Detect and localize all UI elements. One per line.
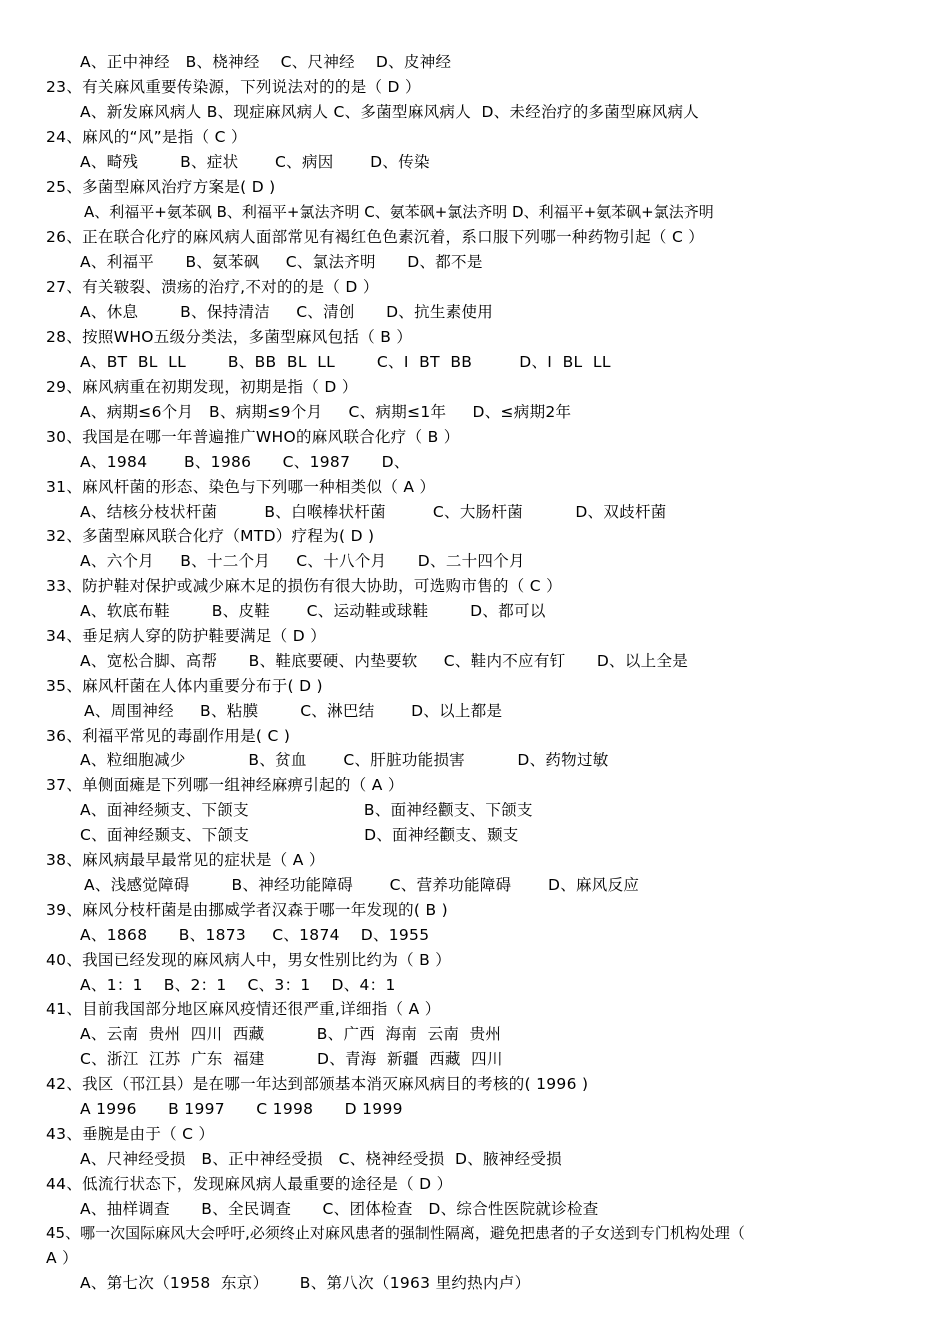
question-line: 30、我国是在哪一年普遍推广WHO的麻风联合化疗（ B ） — [46, 428, 460, 446]
option-line: A、面神经频支、下颌支 B、面神经颧支、下颌支 — [80, 801, 533, 819]
option-line: A、1868 B、1873 C、1874 D、1955 — [80, 926, 430, 944]
question-line: 36、利福平常见的毒副作用是( C ) — [46, 727, 291, 745]
option-line: A、软底布鞋 B、皮鞋 C、运动鞋或球鞋 D、都可以 — [80, 602, 546, 620]
question-line: 45、哪一次国际麻风大会呼吁,必须终止对麻风患者的强制性隔离，避免把患者的子女送到专门机构处理（ — [46, 1224, 745, 1242]
option-line: A、抽样调查 B、全民调查 C、团体检查 D、综合性医院就诊检查 — [80, 1200, 599, 1218]
option-line: A、新发麻风病人 B、现症麻风病人 C、多菌型麻风病人 D、未经治疗的多菌型麻风病人 — [80, 103, 700, 121]
question-line: 24、麻风的“风”是指（ C ） — [46, 128, 247, 146]
question-line: 37、单侧面瘫是下列哪一组神经麻痹引起的（ A ） — [46, 776, 404, 794]
question-line: 44、低流行状态下，发现麻风病人最重要的途径是（ D ） — [46, 1175, 453, 1193]
option-line: A、利福平 B、氨苯砜 C、氯法齐明 D、都不是 — [80, 253, 483, 271]
option-line: A、六个月 B、十二个月 C、十八个月 D、二十四个月 — [80, 552, 525, 570]
question-line: 39、麻风分枝杆菌是由挪威学者汉森于哪一年发现的( B ) — [46, 901, 449, 919]
option-line: A、1984 B、1986 C、1987 D、 — [80, 453, 410, 471]
question-line: 27、有关皲裂、溃疡的治疗,不对的的是（ D ） — [46, 278, 379, 296]
question-line: 28、按照WHO五级分类法，多菌型麻风包括（ B ） — [46, 328, 413, 346]
option-line: A、周围神经 B、粘膜 C、淋巴结 D、以上都是 — [84, 702, 503, 720]
option-line: A、利福平+氨苯砜 B、利福平+氯法齐明 C、氨苯砜+氯法齐明 D、利福平+氨苯砜+氯法齐明 — [84, 203, 714, 221]
question-line: 35、麻风杆菌在人体内重要分布于( D ) — [46, 677, 323, 695]
question-line: 26、正在联合化疗的麻风病人面部常见有褐红色色素沉着，系口服下列哪一种药物引起（ C ） — [46, 228, 705, 246]
option-line: C、面神经颞支、下颌支 D、面神经颧支、颞支 — [80, 826, 519, 844]
question-line: 29、麻风病重在初期发现，初期是指（ D ） — [46, 378, 358, 396]
question-line: 38、麻风病最早最常见的症状是（ A ） — [46, 851, 325, 869]
option-line: A、1：1 B、2：1 C、3：1 D、4：1 — [80, 976, 396, 994]
question-line: 25、多菌型麻风治疗方案是( D ) — [46, 178, 276, 196]
question-line: 40、我国已经发现的麻风病人中，男女性别比约为（ B ） — [46, 951, 452, 969]
question-line: 23、有关麻风重要传染源，下列说法对的的是（ D ） — [46, 78, 421, 96]
option-line: A、第七次（1958 东京） B、第八次（1963 里约热内卢） — [80, 1274, 531, 1292]
question-line: 31、麻风杆菌的形态、染色与下列哪一种相类似（ A ） — [46, 478, 436, 496]
question-line-continuation: A ） — [46, 1249, 78, 1267]
question-line: 34、垂足病人穿的防护鞋要满足（ D ） — [46, 627, 327, 645]
option-line: A、尺神经受损 B、正中神经受损 C、桡神经受损 D、腋神经受损 — [80, 1150, 563, 1168]
option-line: A、浅感觉障碍 B、神经功能障碍 C、营养功能障碍 D、麻风反应 — [84, 876, 640, 894]
option-line: A、病期≤6个月 B、病期≤9个月 C、病期≤1年 D、≤病期2年 — [80, 403, 572, 421]
question-line: 42、我区（邗江县）是在哪一年达到部颁基本消灭麻风病目的考核的( 1996 ) — [46, 1075, 589, 1093]
option-line: A、云南 贵州 四川 西藏 B、广西 海南 云南 贵州 — [80, 1025, 502, 1043]
question-line: 32、多菌型麻风联合化疗（MTD）疗程为( D ) — [46, 527, 375, 545]
option-line: A、粒细胞减少 B、贫血 C、肝脏功能损害 D、药物过敏 — [80, 751, 609, 769]
option-line: A 1996 B 1997 C 1998 D 1999 — [80, 1100, 403, 1118]
option-line: A、BT BL LL B、BB BL LL C、I BT BB D、I BL LL — [80, 353, 611, 371]
option-line: A、结核分枝状杆菌 B、白喉棒状杆菌 C、大肠杆菌 D、双歧杆菌 — [80, 503, 667, 521]
option-line: C、浙江 江苏 广东 福建 D、青海 新疆 西藏 四川 — [80, 1050, 503, 1068]
question-line: 41、目前我国部分地区麻风疫情还很严重,详细指（ A ） — [46, 1000, 441, 1018]
option-line: A、休息 B、保持清洁 C、清创 D、抗生素使用 — [80, 303, 494, 321]
option-line: A、宽松合脚、高帮 B、鞋底要硬、内垫要软 C、鞋内不应有钉 D、以上全是 — [80, 652, 689, 670]
option-line: A、畸残 B、症状 C、病因 D、传染 — [80, 153, 430, 171]
question-line: 43、垂腕是由于（ C ） — [46, 1125, 215, 1143]
question-line: 33、防护鞋对保护或减少麻木足的损伤有很大协助，可选购市售的（ C ） — [46, 577, 562, 595]
option-line: A、正中神经 B、桡神经 C、尺神经 D、皮神经 — [80, 53, 452, 71]
